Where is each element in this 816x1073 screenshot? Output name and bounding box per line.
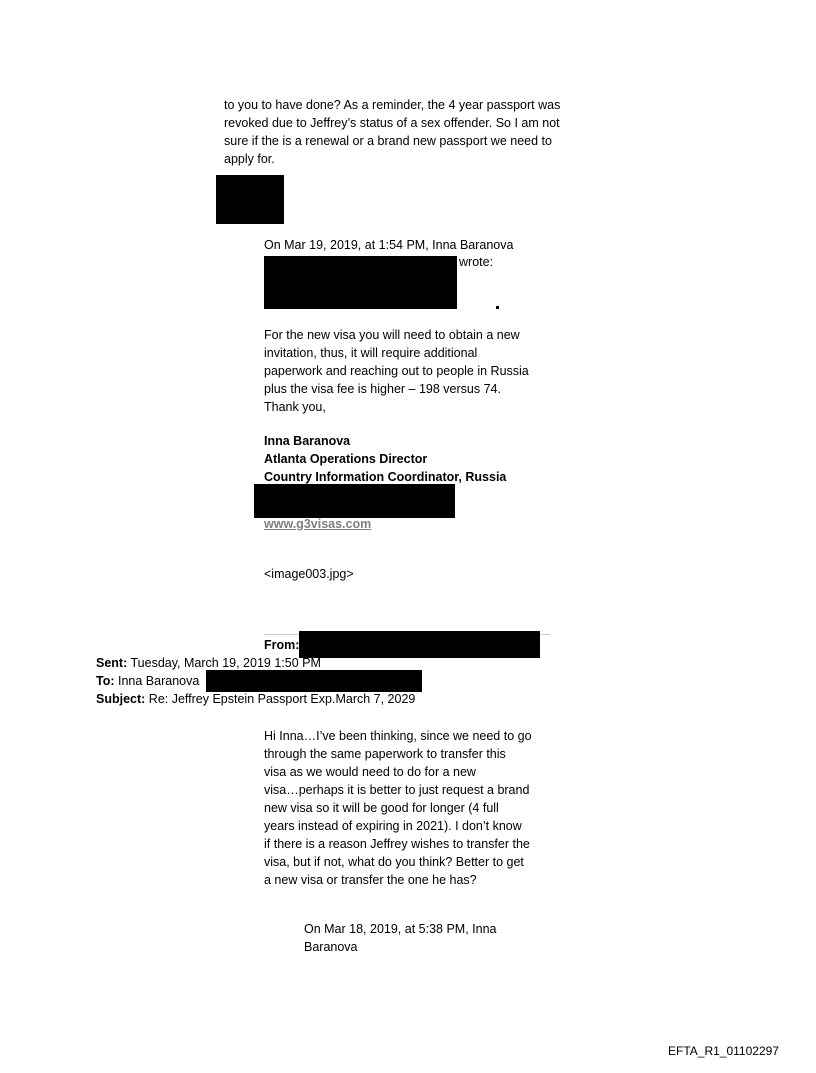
reply-header-line: On Mar 18, 2019, at 5:38 PM, Inna — [304, 922, 497, 936]
subject-label: Subject: — [96, 692, 146, 706]
body-line: visa…perhaps it is better to just request a brand — [264, 783, 530, 797]
reply-header-line: On Mar 19, 2019, at 1:54 PM, Inna Baranova — [264, 238, 514, 252]
to-line — [96, 672, 199, 690]
body-line: Thank you, — [264, 400, 326, 414]
body-line: revoked due to Jeffrey’s status of a sex offender. So I am not — [224, 116, 560, 130]
signature-name: Inna Baranova — [264, 434, 351, 448]
website-link[interactable]: www.g3visas.com — [264, 517, 372, 531]
body-line: apply for. — [224, 152, 275, 166]
body-line: For the new visa you will need to obtain a new — [264, 328, 520, 342]
body-line: through the same paperwork to transfer this — [264, 747, 506, 761]
body-line: years instead of expiring in 2021). I don’t know — [264, 819, 522, 833]
sent-label: Sent: — [96, 656, 128, 670]
redaction-block — [299, 631, 540, 658]
body-line: plus the visa fee is higher – 198 versus 74. — [264, 382, 501, 396]
body-line: new visa so it will be good for longer (4 full — [264, 801, 499, 815]
reply-wrote-label: wrote: — [459, 255, 494, 269]
signature-role: Country Information Coordinator, Russia — [264, 470, 507, 484]
body-line: visa, but if not, what do you think? Better to get — [264, 855, 524, 869]
signature-title: Atlanta Operations Director — [264, 452, 428, 466]
to-label: To: — [96, 674, 115, 688]
body-line: Hi Inna…I’ve been thinking, since we need to go — [264, 729, 532, 743]
attachment-placeholder: <image003.jpg> — [264, 567, 354, 581]
redaction-block — [264, 256, 457, 309]
redaction-block — [254, 484, 455, 518]
stray-dot — [496, 306, 499, 309]
subject-value: Re: Jeffrey Epstein Passport Exp.March 7, 2029 — [145, 692, 416, 706]
sent-value: Tuesday, March 19, 2019 1:50 PM — [127, 656, 321, 670]
redaction-block — [216, 175, 284, 224]
body-line: sure if the is a renewal or a brand new passport we need to — [224, 134, 552, 148]
body-line: a new visa or transfer the one he has? — [264, 873, 477, 887]
body-line: if there is a reason Jeffrey wishes to transfer the — [264, 837, 530, 851]
reply-header-line: Baranova — [304, 940, 358, 954]
document-id: EFTA_R1_01102297 — [668, 1044, 779, 1058]
body-line: paperwork and reaching out to people in Russia — [264, 364, 529, 378]
redaction-block — [206, 670, 422, 692]
subject-line — [96, 690, 415, 708]
body-line: invitation, thus, it will require additional — [264, 346, 478, 360]
from-label: From: — [264, 638, 300, 652]
to-value: Inna Baranova — [114, 674, 200, 688]
body-line: visa as we would need to do for a new — [264, 765, 476, 779]
body-line: to you to have done? As a reminder, the 4 year passport was — [224, 98, 561, 112]
